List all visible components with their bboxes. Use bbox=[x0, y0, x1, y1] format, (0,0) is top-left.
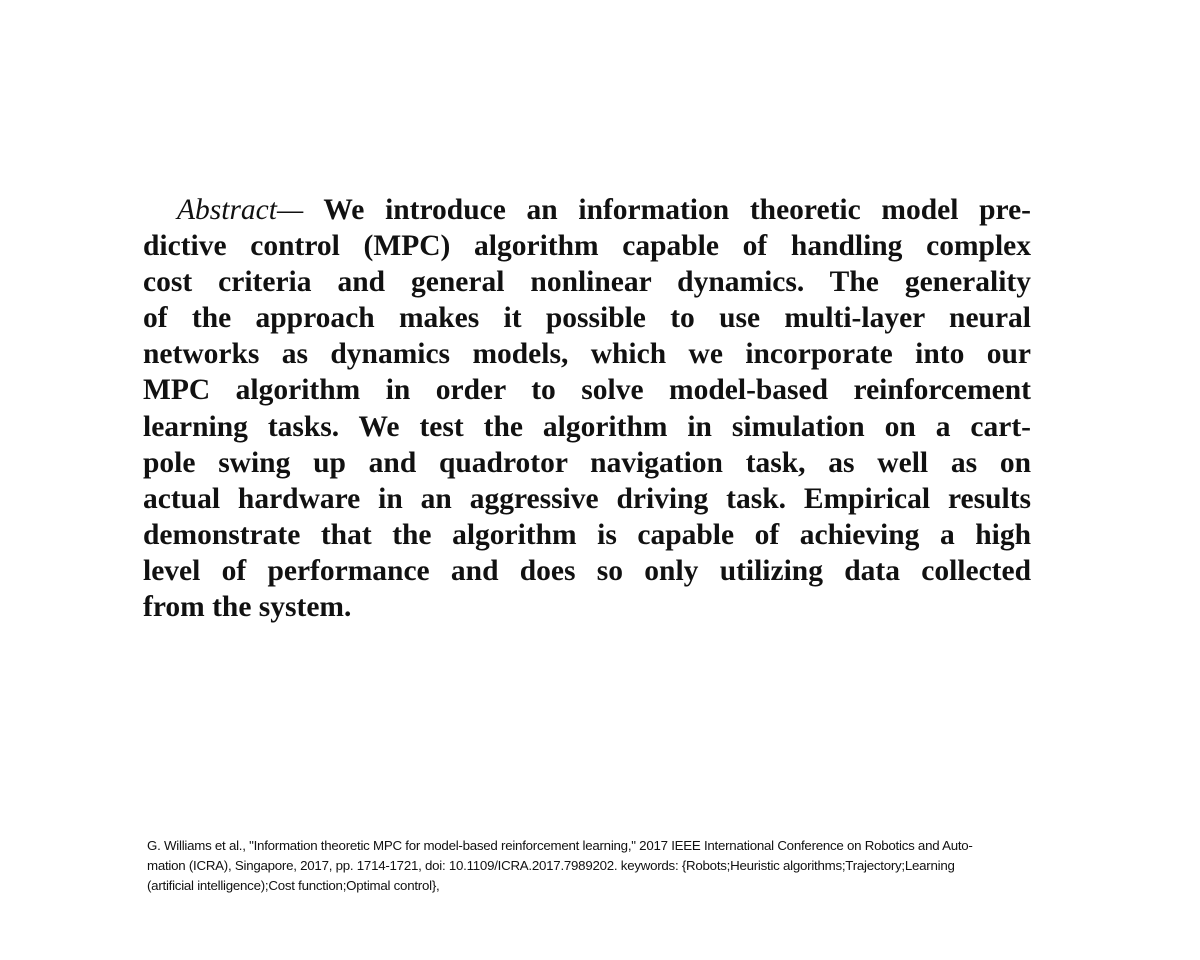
abstract-line: MPC algorithm in order to solve model-based reinforcement bbox=[143, 374, 1031, 407]
abstract-line: from the system. bbox=[143, 591, 352, 624]
abstract-line: level of performance and does so only utilizing data collected bbox=[143, 554, 1031, 587]
abstract-paragraph bbox=[143, 192, 1031, 625]
citation bbox=[147, 836, 1047, 896]
abstract-line: of the approach makes it possible to use multi-layer neural bbox=[143, 302, 1031, 335]
abstract-label: Abstract bbox=[177, 194, 277, 226]
citation-line: mation (ICRA), Singapore, 2017, pp. 1714-1721, doi: 10.1109/ICRA.2017.7989202. keywords: {Robots;Heuristic algorithms;Trajectory;Learning bbox=[147, 858, 955, 873]
abstract-line bbox=[143, 192, 1031, 228]
abstract-line-text: We introduce an information theoretic model pre- bbox=[323, 194, 1032, 226]
abstract-line: networks as dynamics models, which we incorporate into our bbox=[143, 338, 1031, 371]
abstract-line: dictive control (MPC) algorithm capable of handling complex bbox=[143, 230, 1031, 263]
abstract-line: cost criteria and general nonlinear dynamics. The generality bbox=[143, 266, 1031, 299]
abstract-line: demonstrate that the algorithm is capable of achieving a high bbox=[143, 518, 1031, 551]
citation-line: G. Williams et al., "Information theoretic MPC for model-based reinforcement learning," 2017 IEEE International Conference on Robotics and Auto- bbox=[147, 838, 973, 853]
abstract-line: learning tasks. We test the algorithm in simulation on a cart- bbox=[143, 410, 1031, 443]
citation-line: (artificial intelligence);Cost function;Optimal control}, bbox=[147, 878, 440, 893]
abstract-line: pole swing up and quadrotor navigation task, as well as on bbox=[143, 446, 1031, 479]
abstract-line: actual hardware in an aggressive driving task. Empirical results bbox=[143, 482, 1031, 515]
abstract-dash: — bbox=[276, 194, 304, 226]
